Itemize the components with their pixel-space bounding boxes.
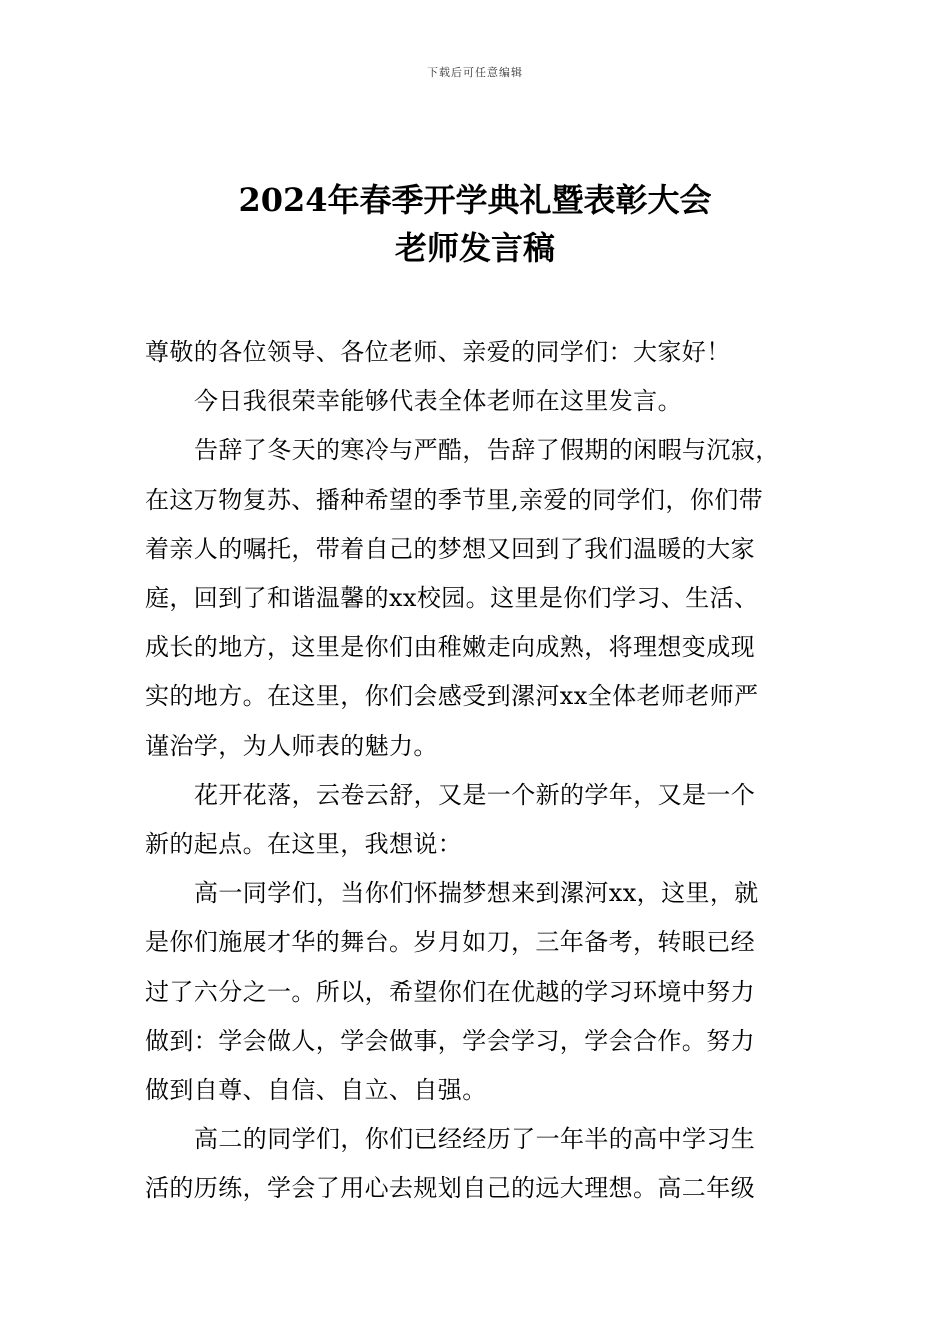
body-line: 做到：学会做人，学会做事，学会学习，学会合作。努力 xyxy=(145,1026,755,1055)
body-line: 做到自尊、自信、自立、自强。 xyxy=(145,1076,487,1105)
body-line: 花开花落，云卷云舒，又是一个新的学年，又是一个 xyxy=(194,780,756,809)
body-line: 在这万物复苏、播种希望的季节里,亲爱的同学们，你们带 xyxy=(145,485,764,514)
body-line: 着亲人的嘱托，带着自己的梦想又回到了我们温暖的大家 xyxy=(145,534,755,563)
body-line: 谨治学，为人师表的魅力。 xyxy=(145,731,438,760)
title-line-1: 2024年春季开学典礼暨表彰大会 xyxy=(238,181,712,219)
body-line: 高二的同学们，你们已经经历了一年半的高中学习生 xyxy=(194,1125,756,1154)
body-line: 高一同学们，当你们怀揣梦想来到漯河xx，这里，就 xyxy=(194,879,759,908)
body-line: 实的地方。在这里，你们会感受到漯河xx全体老师老师严 xyxy=(145,682,759,711)
document-title xyxy=(0,176,950,272)
title-line-2: 老师发言稿 xyxy=(394,229,555,267)
body-line: 庭，回到了和谐温馨的xx校园。这里是你们学习、生活、 xyxy=(145,584,759,613)
body-line: 新的起点。在这里，我想说： xyxy=(145,830,463,859)
body-line: 今日我很荣幸能够代表全体老师在这里发言。 xyxy=(194,387,682,416)
body-text xyxy=(145,328,817,1214)
body-line: 过了六分之一。所以，希望你们在优越的学习环境中努力 xyxy=(145,977,755,1006)
header-note: 下载后可任意编辑 xyxy=(427,66,523,79)
body-line: 告辞了冬天的寒冷与严酷，告辞了假期的闲暇与沉寂， xyxy=(194,436,780,465)
body-line: 活的历练，学会了用心去规划自己的远大理想。高二年级 xyxy=(145,1174,755,1203)
body-line: 成长的地方，这里是你们由稚嫩走向成熟，将理想变成现 xyxy=(145,633,755,662)
body-line: 尊敬的各位领导、各位老师、亲爱的同学们：大家好！ xyxy=(145,338,731,366)
body-line: 是你们施展才华的舞台。岁月如刀，三年备考，转眼已经 xyxy=(145,928,755,957)
